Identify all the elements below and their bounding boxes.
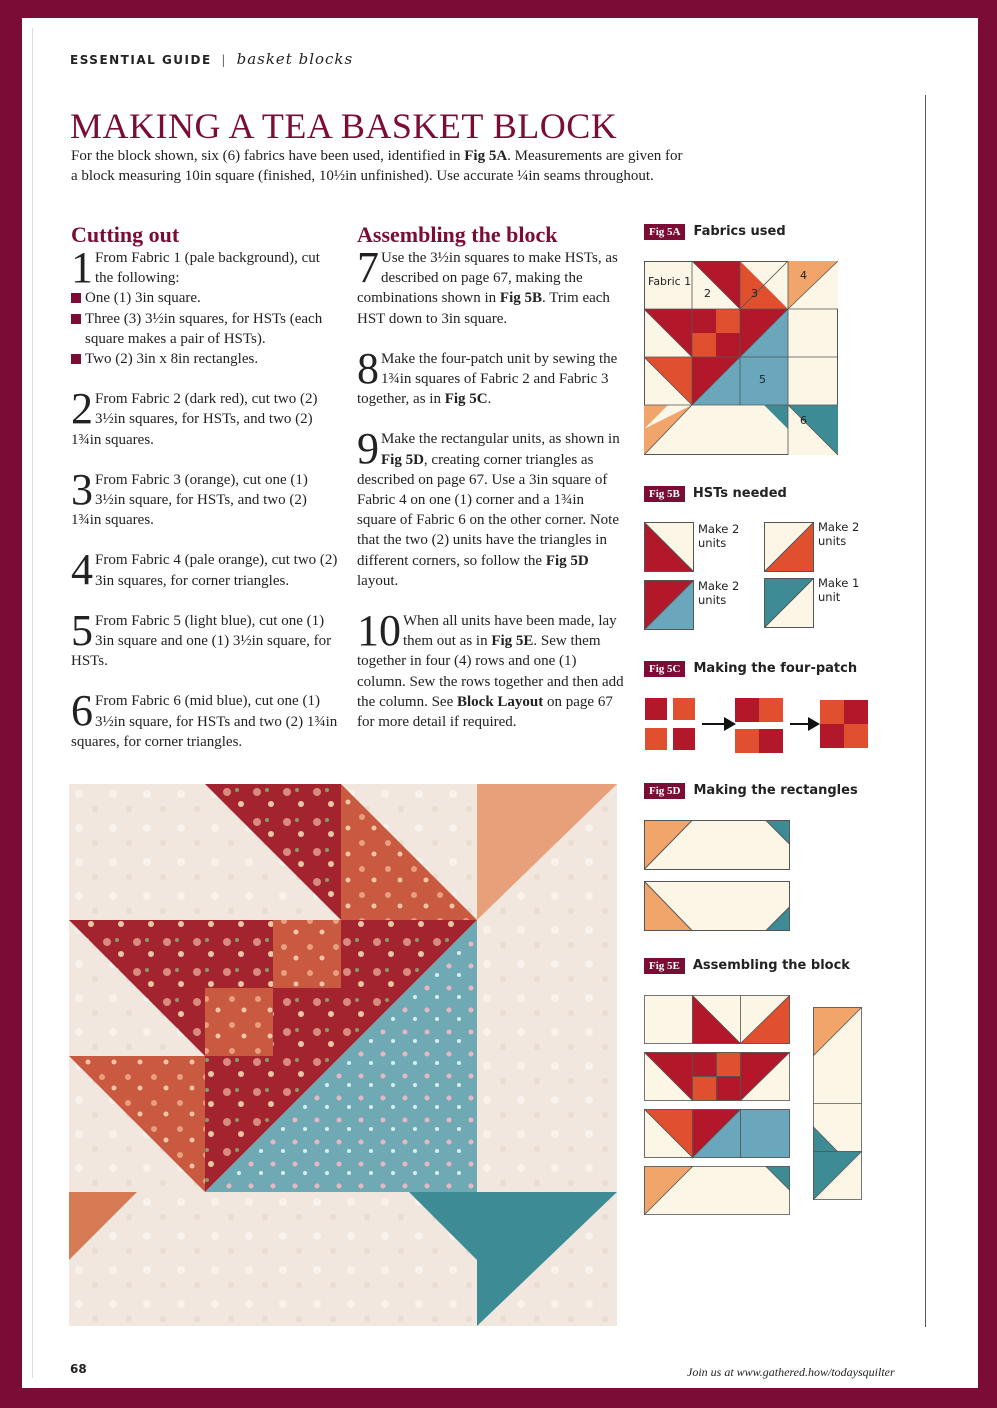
fig-title: Assembling the block xyxy=(692,958,850,973)
step-2 xyxy=(71,389,339,450)
step-text: . Trim each HST down to 3in square. xyxy=(357,290,610,327)
header-separator: | xyxy=(221,53,227,67)
bullet-item xyxy=(71,349,339,369)
step-number: 8 xyxy=(357,348,379,393)
hst-red-cream xyxy=(644,522,694,572)
step-text: . xyxy=(487,391,492,408)
rectangle-unit-1 xyxy=(644,820,790,870)
step-text: From Fabric 6 (mid blue), cut one (1) 3½in square, for HSTs and two (2) 1¾in squares, for corner triangles. xyxy=(71,693,338,750)
fabric-label: 4 xyxy=(800,269,807,282)
step-6 xyxy=(71,691,339,752)
header-section: basket blocks xyxy=(236,50,354,68)
fabric-label: 2 xyxy=(704,287,711,300)
unit-label: Make 2 units xyxy=(698,579,740,607)
fig-title: Making the four-patch xyxy=(693,661,858,676)
step-number: 3 xyxy=(71,469,93,514)
fig-5a-block-diagram xyxy=(644,261,838,455)
column-rule xyxy=(925,95,926,1327)
step-text: Make the rectangular units, as shown in xyxy=(381,431,620,448)
page-header xyxy=(70,50,353,68)
fig-ref: Fig 5C xyxy=(444,391,488,408)
fabric-label: Fabric 1 xyxy=(648,275,692,288)
step-text: on page 67 for more detail if required. xyxy=(357,693,613,731)
fig-title: HSTs needed xyxy=(692,486,787,501)
step-number: 5 xyxy=(71,610,93,655)
fig-5d-caption xyxy=(644,783,858,799)
step-text: layout. xyxy=(357,572,399,589)
intro-text-2: . Measurements are given for a block measuring 10in square (finished, 10½in unfinished). Use accurate ¼in seams throughout. xyxy=(71,148,683,184)
step-number: 2 xyxy=(71,389,93,434)
step-text: When all units have been made, lay them out as in xyxy=(403,613,617,650)
assembling-heading: Assembling the block xyxy=(357,222,558,247)
step-number: 7 xyxy=(357,248,379,292)
step-5 xyxy=(71,611,339,672)
bullet-item xyxy=(71,288,339,308)
step-4 xyxy=(71,550,339,590)
rectangle-unit-2 xyxy=(644,881,790,931)
fig-tag: Fig 5C xyxy=(644,661,685,677)
step-text: From Fabric 2 (dark red), cut two (2) 3½in squares, for HSTs, and two (2) 1¾in squares. xyxy=(71,391,318,448)
step-text: From Fabric 5 (light blue), cut one (1) 3in square and one (1) 3½in square, for HSTs. xyxy=(71,612,332,670)
fig-ref: Fig 5D xyxy=(545,552,589,569)
step-text: From Fabric 1 (pale background), cut the following: xyxy=(95,250,320,287)
step-text: Make the four-patch unit by sewing the 1¾in squares of Fabric 2 and Fabric 3 together, as in xyxy=(357,350,618,408)
step-text: From Fabric 3 (orange), cut one (1) 3½in square, for HSTs, and two (2) 1¾in squares. xyxy=(71,471,308,529)
intro-fig-ref: Fig 5A xyxy=(464,148,508,164)
fig-tag: Fig 5A xyxy=(644,224,685,240)
cutting-heading: Cutting out xyxy=(71,222,180,247)
fig-title: Making the rectangles xyxy=(693,783,858,798)
step-number: 4 xyxy=(71,550,93,591)
hst-red-blue xyxy=(644,580,694,630)
step-number: 6 xyxy=(71,691,93,736)
fig-ref: Fig 5E xyxy=(491,633,534,650)
header-guide: ESSENTIAL GUIDE xyxy=(70,53,212,67)
page-number: 68 xyxy=(70,1362,87,1376)
step-3 xyxy=(71,470,339,531)
step-number: 9 xyxy=(357,429,379,474)
step-text: . Sew them together in four (4) rows and one (1) column. Sew the rows together and then add the column. See xyxy=(357,633,624,710)
fig-tag: Fig 5B xyxy=(644,486,685,502)
assembling-column xyxy=(357,222,625,752)
fig-5b-caption xyxy=(644,486,787,502)
bullet-item xyxy=(71,309,339,349)
cutting-column xyxy=(71,222,339,772)
step-7 xyxy=(357,248,625,329)
step-number: 1 xyxy=(71,248,93,292)
unit-label: Make 2 units xyxy=(818,520,860,548)
intro-paragraph xyxy=(71,146,691,186)
fig-tag: Fig 5E xyxy=(644,958,685,974)
fig-tag: Fig 5D xyxy=(644,783,685,799)
fig-title: Fabrics used xyxy=(693,224,786,239)
intro-text-1: For the block shown, six (6) fabrics have been used, identified in xyxy=(71,148,465,164)
step-1 xyxy=(71,248,339,369)
unit-label: Make 2 units xyxy=(698,522,740,550)
hst-teal-cream xyxy=(764,578,814,628)
four-patch-diagram xyxy=(644,697,870,753)
fabric-label: 5 xyxy=(759,373,766,386)
fig-5c-caption xyxy=(644,661,857,677)
step-text: , creating corner triangles as described on page 67. Use a 3in square of Fabric 4 on one (1) corner and a 1¾in square of Fabric 6 on the other corner. Note that the two (2) units have the triangles in different corners, so follow the xyxy=(357,451,619,569)
page-title: MAKING A TEA BASKET BLOCK xyxy=(70,106,618,146)
bullet-text: Three (3) 3½in squares, for HSTs (each square makes a pair of HSTs). xyxy=(85,310,323,347)
bullet-text: One (1) 3in square. xyxy=(85,290,201,307)
finished-block-photo xyxy=(69,784,617,1326)
unit-label: Make 1 unit xyxy=(818,576,860,604)
bullet-text: Two (2) 3in x 8in rectangles. xyxy=(85,351,259,368)
fig-5a-caption xyxy=(644,224,786,240)
step-10 xyxy=(357,611,625,732)
fig-ref: Block Layout xyxy=(456,693,544,710)
step-number: 10 xyxy=(357,611,401,656)
step-text: Use the 3½in squares to make HSTs, as described on page 67, making the combinations shown in xyxy=(357,250,618,307)
assembly-diagram xyxy=(644,995,864,1217)
fig-ref: Fig 5D xyxy=(381,451,424,468)
fabric-label: 3 xyxy=(751,287,758,300)
fig-5e-caption xyxy=(644,958,850,974)
fig-ref: Fig 5B xyxy=(499,290,543,307)
step-text: From Fabric 4 (pale orange), cut two (2) 3in squares, for corner triangles. xyxy=(95,552,338,589)
footer-url[interactable]: Join us at www.gathered.how/todaysquilter xyxy=(687,1365,895,1379)
hst-orange-cream xyxy=(764,522,814,572)
step-8 xyxy=(357,349,625,410)
fabric-label: 6 xyxy=(800,414,807,427)
step-9 xyxy=(357,429,625,591)
